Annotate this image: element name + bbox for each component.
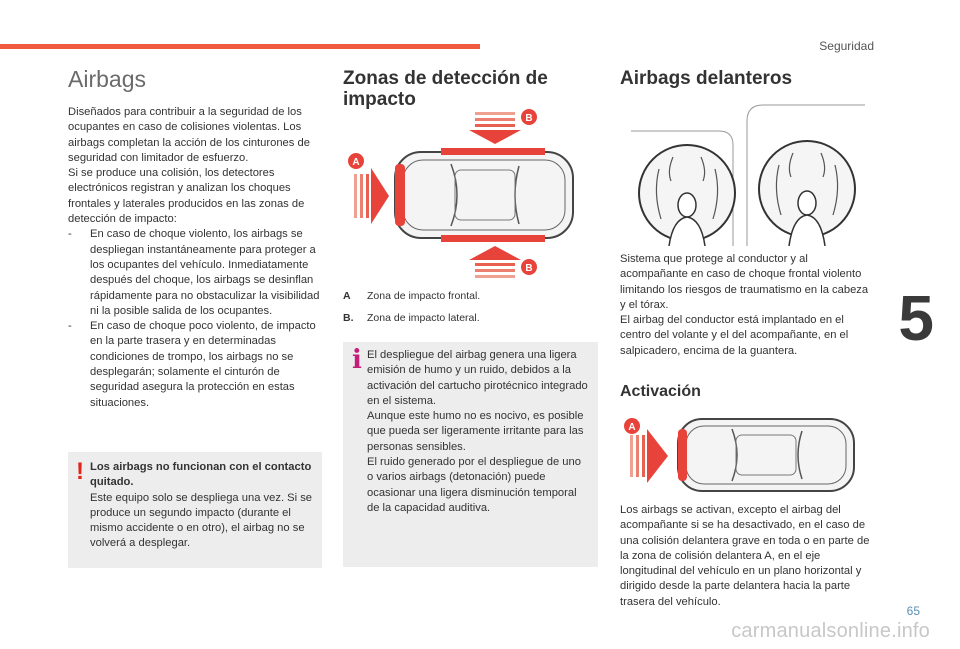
header-accent-bar (0, 44, 480, 49)
front-airbags-text-2: El airbag del conductor está implantado en el centro del volante y el del acompañante, en el salpicadero, encima de la guantera. (620, 314, 849, 357)
page-number: 65 (906, 604, 920, 618)
front-airbags-text: Sistema que protege al conductor y al acompañante en caso de choque frontal violento limitando los riesgos de traumatismo en la cabeza y el tórax. (620, 253, 869, 311)
front-impact-zone (678, 429, 687, 481)
label-b-bottom: B (525, 263, 533, 274)
warning-icon: ! (76, 458, 84, 485)
warning-text: Este equipo solo se despliega una vez. Si se produce un segundo impacto (durante el mismo accidente o en otro), el airbag no se volverá a desplegar. (90, 491, 313, 550)
side-impact-zone-top (441, 148, 545, 155)
side-impact-zone-bottom (441, 235, 545, 242)
label-a: A (352, 157, 360, 168)
airbags-column (68, 60, 326, 411)
watermark: carmanualsonline.info (731, 620, 930, 642)
front-airbags-body (620, 252, 872, 359)
legend-text: Zona de impacto lateral. (367, 312, 480, 324)
front-airbags-column (620, 60, 872, 89)
intro-paragraph-2: Si se produce una colisión, los detectores electrónicos registran y analizan los choques frontales y laterales producidos en las zonas de detección de impacto: (68, 167, 305, 226)
info-text: El despliegue del airbag genera una ligera emisión de humo y un ruido, debidos a la activación del cartucho pirotécnico integrado en el sistema. Aunque este humo no es nocivo, es posible que pueda ser ligeramente irritante para las personas sensibles. El ruido generado por el despliegue de uno o varios airbags (detonación) puede ocasionar una ligera disminución temporal de la capacidad auditiva. (367, 349, 588, 514)
arrow-a (630, 429, 668, 483)
car-outline (678, 419, 854, 491)
legend-text: Zona de impacto frontal. (367, 290, 481, 302)
arrow-a (354, 168, 389, 224)
warning-title: Los airbags no funcionan con el contacto quitado. (90, 461, 312, 489)
front-airbags-heading: Airbags delanteros (620, 68, 793, 89)
legend-key: A (343, 290, 351, 302)
list-item: - En caso de choque violento, los airbags se despliegan instantáneamente para proteger a los ocupantes del vehículo. Inmediatamente después del choque, los airbags se desinflan rápidamente para no obstaculizar la visibilidad ni la posible salida de los ocupantes. (68, 227, 326, 319)
chapter-number: 5 (898, 282, 934, 354)
detection-zones-column (343, 60, 598, 110)
car-outline (395, 152, 573, 238)
list-item-text: En caso de choque violento, los airbags se despliegan instantáneamente para proteger a los ocupantes del vehículo. Inmediatamente después del choque, los airbags se desinflan rápidamente para no obstaculizar la visibilidad ni la posible salida de los ocupantes. (90, 228, 320, 317)
list-item: - En caso de choque poco violento, de impacto en la parte trasera y en determinadas condiciones de trompo, los airbags no se desplegarán; solamente el cinturón de seguridad asegura la protección en estas situaciones. (68, 319, 326, 411)
activation-figure (622, 415, 856, 495)
warning-box (68, 452, 322, 568)
list-item-text: En caso de choque poco violento, de impacto en la parte trasera y en determinadas condiciones de trompo, los airbags no se desplegarán; solamente el cinturón de seguridad asegura la protección en estas situaciones. (90, 320, 316, 409)
info-box (343, 342, 598, 567)
label-b-top: B (525, 113, 533, 124)
airbags-body (68, 105, 326, 411)
label-a: A (628, 422, 636, 433)
activation-text: Los airbags se activan, excepto el airbag del acompañante si se ha desactivado, en el caso de una colisión delantera grave en toda o en parte de la zona de colisión delantera A, en el eje longitudinal del vehículo en un plano horizontal y dirigido desde la parte delantera hacia la parte trasera del vehículo. (620, 504, 870, 608)
impact-legend (343, 289, 598, 333)
legend-row (343, 289, 598, 303)
intro-paragraph: Diseñados para contribuir a la seguridad de los ocupantes en caso de colisiones violentas. Los airbags completan la acción de los cinturones de seguridad con limitador de esfuerzo. (68, 106, 310, 164)
activation-heading: Activación (620, 383, 701, 400)
detection-zones-heading: Zonas de detección de impacto (343, 68, 548, 110)
legend-key: B. (343, 312, 354, 324)
section-title: Seguridad (819, 39, 874, 53)
airbags-heading: Airbags (68, 66, 146, 92)
arrow-b-bottom (469, 246, 521, 278)
legend-row (343, 311, 598, 325)
front-impact-zone (395, 164, 405, 226)
impact-zones-figure (343, 108, 598, 280)
info-icon: i (352, 345, 362, 375)
arrow-b-top (469, 112, 521, 144)
front-airbags-figure (621, 101, 865, 246)
